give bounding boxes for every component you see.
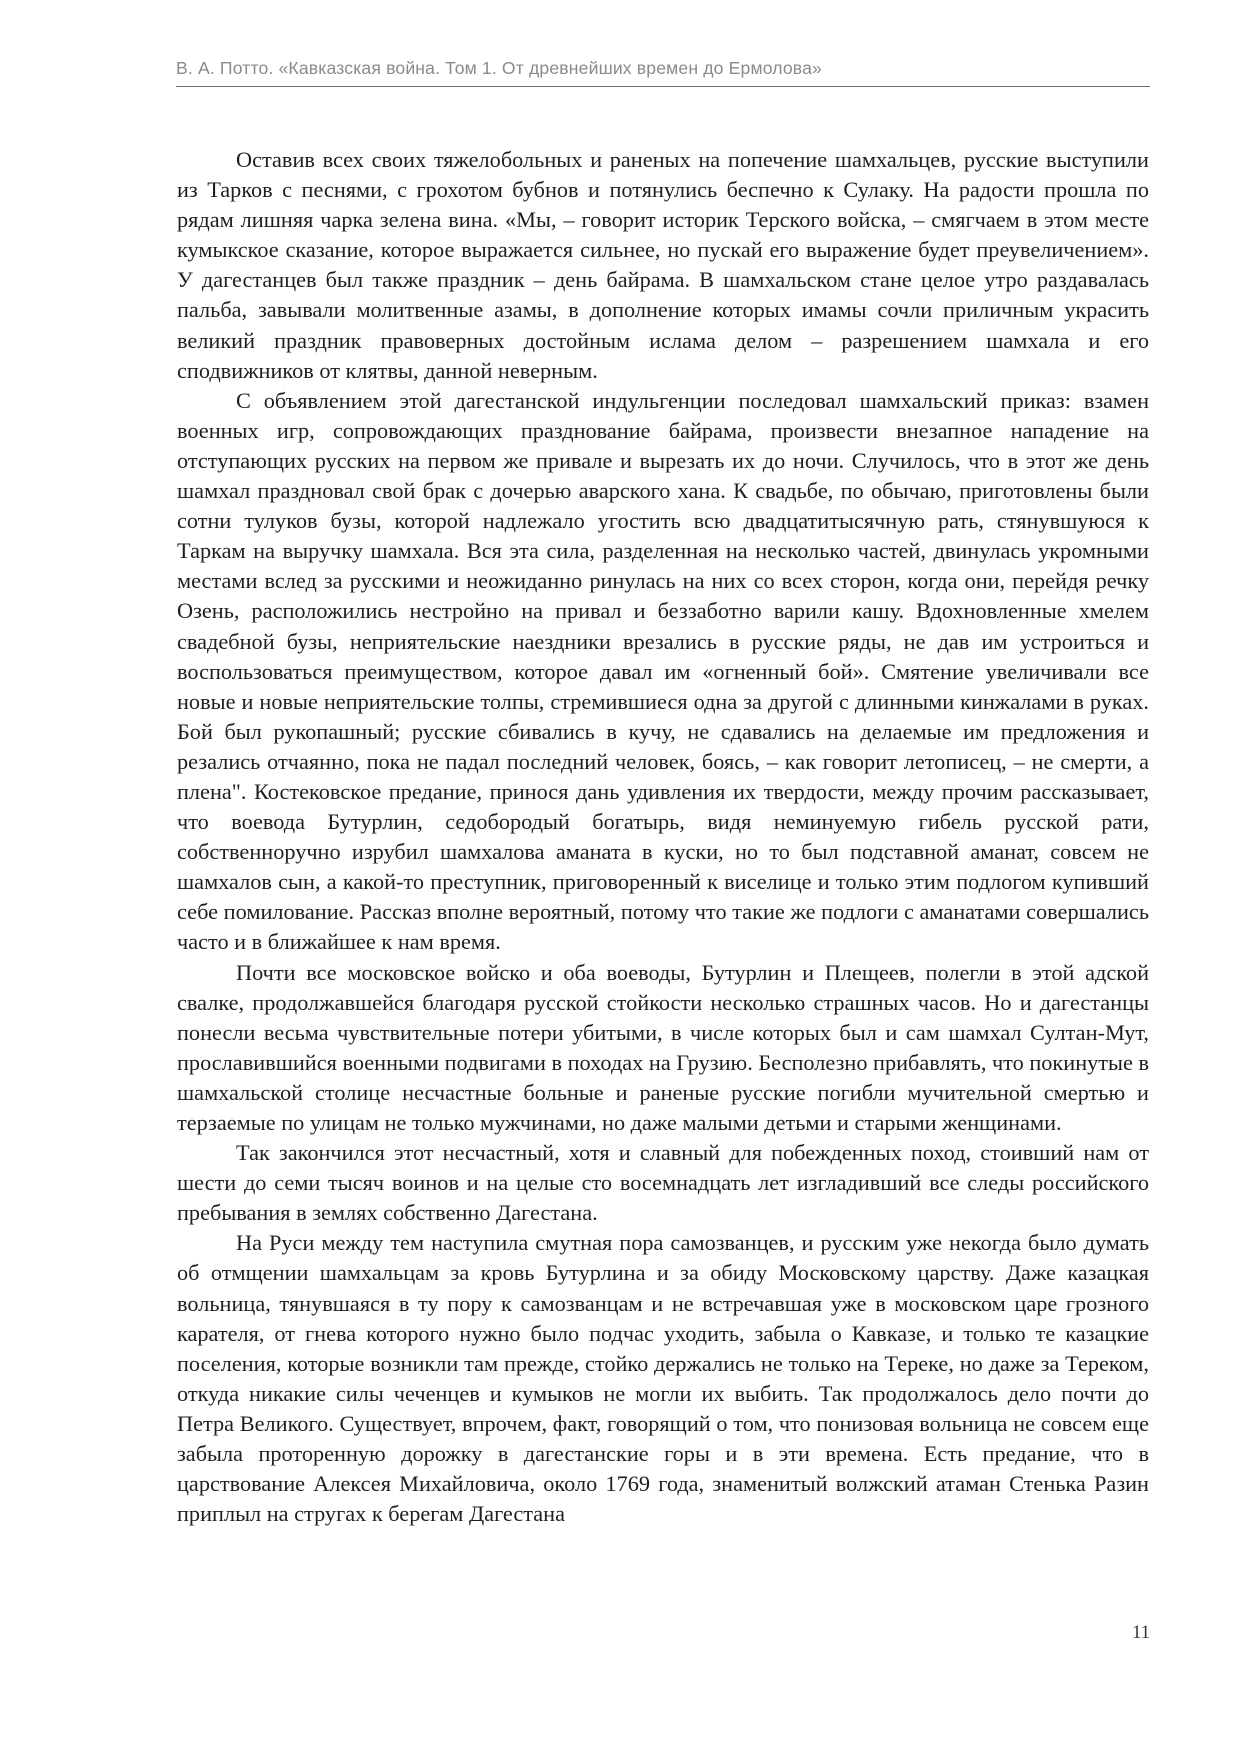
running-header: В. А. Потто. «Кавказская война. Том 1. От древнейших времен до Ермолова» — [176, 58, 822, 78]
page-number: 11 — [1132, 1623, 1150, 1643]
paragraph: Почти все московское войско и оба воеводы, Бутурлин и Плещеев, полегли в этой адской свалке, продолжавшейся благодаря русской стойкости несколько страшных часов. Но и дагестанцы понесли весьма чувствительные потери убитыми, в числе которых был и сам шамхал Султан-Мут, прославившийся военными подвигами в походах на Грузию. Бесполезно прибавлять, что покинутые в шамхальской столице несчастные больные и раненые русские погибли мучительной смертью и терзаемые по улицам не только мужчинами, но даже малыми детьми и старыми женщинами. — [177, 959, 1150, 1135]
header-divider — [176, 86, 1150, 87]
paragraph: На Руси между тем наступила смутная пора самозванцев, и русским уже некогда было думать об отмщении шамхальцам за кровь Бутурлина и за обиду Московскому царству. Даже казацкая вольница, тянувшаяся в ту пору к самозванцам и не встречавшая уже в московском царе грозного карателя, от гнева которого нужно было подчас уходить, забыла о Кавказе, и только те казацкие поселения, которые возникли там прежде, стойко держались не только на Тереке, но даже за Тереком, откуда никакие силы чеченцев и кумыков не могли их выбить. Так продолжалось дело почти до Петра Великого. Существует, впрочем, факт, говорящий о том, что понизовая вольница не совсем еще забыла проторенную дорожку в дагестанские горы и в эти времена. Есть предание, что в царствование Алексея Михайловича, около 1769 года, знаменитый волжский атаман Стенька Разин приплыл на стругах к берегам Дагестана — [177, 1230, 1149, 1527]
body-text — [177, 145, 1149, 1529]
paragraph: С объявлением этой дагестанской индульгенции последовал шамхальский приказ: взамен военных игр, сопровождающих празднование байрама, произвести внезапное нападение на отступающих русских на первом же привале и вырезать их до ночи. Случилось, что в этот же день шамхал праздновал свой брак с дочерью аварского хана. К свадьбе, по обычаю, приготовлены были сотни тулуков бузы, которой надлежало угостить всю двадцатитысячную рать, стянувшуюся к Таркам на выручку шамхала. Вся эта сила, разделенная на несколько частей, двинулась укромными местами вслед за русскими и неожиданно ринулась на них со всех сторон, когда они, перейдя речку Озень, расположились нестройно на привал и беззаботно варили кашу. Вдохновленные хмелем свадебной бузы, неприятельские наездники врезались в русские ряды, не дав им устроиться и воспользоваться преимуществом, которое давал им «огненный бой». Смятение увеличивали все новые и новые неприятельские толпы, стремившиеся одна за другой с длинными кинжалами в руках. Бой был рукопашный; русские сбивались в кучу, не сдавались на делаемые им предложения и резались отчаянно, пока не падал последний человек, боясь, – как говорит летописец, – не смерти, а плена". Костековское предание, принося дань удивления их твердости, между прочим рассказывает, что воевода Бутурлин, седобородый богатырь, видя неминуемую гибель русской рати, собственноручно изрубил шамхалова аманата в куски, но то был подставной аманат, совсем не шамхалов сын, а какой-то преступник, приговоренный к виселице и только этим подлогом купивший себе помилование. Рассказ вполне вероятный, потому что такие же подлоги с аманатами совершались часто и в ближайшее к нам время. — [177, 387, 1149, 955]
paragraph: Оставив всех своих тяжелобольных и раненых на попечение шамхальцев, русские выступили из Тарков с песнями, с грохотом бубнов и потянулись беспечно к Сулаку. На радости прошла по рядам лишняя чарка зелена вина. «Мы, – говорит историк Терского войска, – смягчаем в этом месте кумыкское сказание, которое выражается сильнее, но пускай его выражение будет преувеличением». У дагестанцев был также праздник – день байрама. В шамхальском стане целое утро раздавалась пальба, завывали молитвенные азамы, в дополнение которых имамы сочли приличным украсить великий праздник правоверных достойным ислама делом – разрешением шамхала и его сподвижников от клятвы, данной неверным. — [177, 147, 1149, 383]
paragraph: Так закончился этот несчастный, хотя и славный для побежденных поход, стоивший нам от шести до семи тысяч воинов и на целые сто восемнадцать лет изгладивший все следы российского пребывания в землях собственно Дагестана. — [177, 1140, 1149, 1226]
